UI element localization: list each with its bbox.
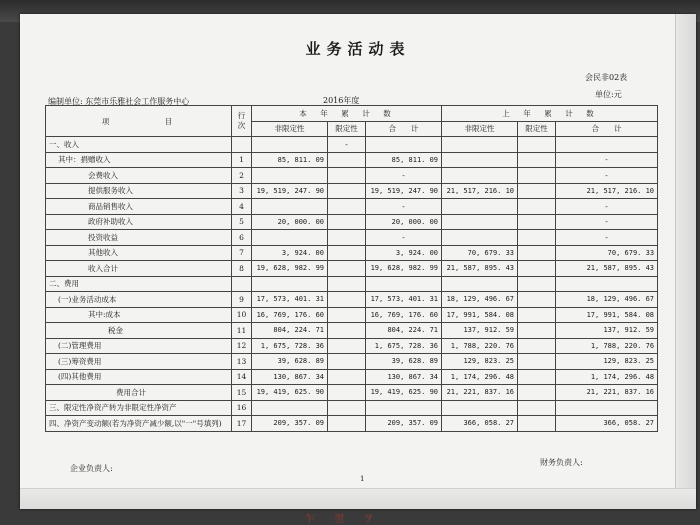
row-item-label: (三)筹资费用: [46, 354, 232, 370]
row-value-ly-t: 21, 587, 895. 43: [556, 261, 658, 277]
row-value-ly-r: [518, 369, 556, 385]
row-value-cur-t: -: [366, 168, 442, 184]
row-value-ly-u: [442, 199, 518, 215]
table-header-row: [46, 106, 658, 122]
row-value-ly-t: 1, 174, 296. 48: [556, 369, 658, 385]
header-ly-unrestricted: 非限定性: [442, 121, 518, 137]
row-line-number: [232, 276, 252, 292]
row-value-ly-t: -: [556, 230, 658, 246]
row-value-ly-t: 18, 129, 496. 67: [556, 292, 658, 308]
row-value-ly-t: 21, 221, 837. 16: [556, 385, 658, 401]
row-line-number: 12: [232, 338, 252, 354]
document-title: 业务活动表: [305, 40, 411, 58]
row-value-cur-u: 19, 519, 247. 90: [252, 183, 328, 199]
row-line-number: 13: [232, 354, 252, 370]
header-current-year: 本 年 累 计 数: [252, 106, 442, 122]
row-line-number: [232, 137, 252, 153]
row-value-cur-u: [252, 199, 328, 215]
row-value-cur-t: 19, 519, 247. 90: [366, 183, 442, 199]
row-value-ly-r: [518, 168, 556, 184]
header-cur-restricted: 限定性: [328, 121, 366, 137]
row-value-cur-t: 804, 224. 71: [366, 323, 442, 339]
row-value-ly-r: [518, 199, 556, 215]
row-value-ly-u: [442, 230, 518, 246]
table-row: [46, 292, 658, 308]
table-row: [46, 230, 658, 246]
row-value-ly-r: [518, 276, 556, 292]
row-value-cur-t: 3, 924. 00: [366, 245, 442, 261]
row-value-cur-t: 1, 675, 728. 36: [366, 338, 442, 354]
row-item-label: 四、净资产变动额(若为净资产减少额,以"一"号填列): [46, 416, 232, 432]
row-line-number: 9: [232, 292, 252, 308]
row-value-cur-r: [328, 230, 366, 246]
row-value-cur-t: 16, 769, 176. 60: [366, 307, 442, 323]
header-item: 项 目: [46, 106, 232, 137]
row-line-number: 2: [232, 168, 252, 184]
row-value-cur-t: 19, 419, 625. 90: [366, 385, 442, 401]
row-item-label: (一)业务活动成本: [46, 292, 232, 308]
row-item-label: 提供服务收入: [46, 183, 232, 199]
report-year: 2016年度: [323, 96, 360, 105]
row-value-cur-u: 20, 000. 00: [252, 214, 328, 230]
row-line-number: 17: [232, 416, 252, 432]
row-value-cur-u: 16, 769, 176. 60: [252, 307, 328, 323]
row-item-label: 二、费用: [46, 276, 232, 292]
row-value-cur-u: [252, 137, 328, 153]
row-item-label: 投资收益: [46, 230, 232, 246]
row-value-ly-r: [518, 261, 556, 277]
row-value-ly-r: [518, 338, 556, 354]
row-value-ly-r: [518, 323, 556, 339]
row-value-cur-t: -: [366, 199, 442, 215]
table-row: [46, 168, 658, 184]
row-value-ly-u: 18, 129, 496. 67: [442, 292, 518, 308]
row-value-cur-r: -: [328, 137, 366, 153]
row-value-ly-u: 129, 823. 25: [442, 354, 518, 370]
row-value-cur-u: 19, 419, 625. 90: [252, 385, 328, 401]
table-row: [46, 137, 658, 153]
row-value-cur-u: 19, 628, 982. 99: [252, 261, 328, 277]
finance-head-signature: 财务负责人:: [540, 458, 583, 467]
row-item-label: 一、收入: [46, 137, 232, 153]
row-value-cur-u: 85, 811. 09: [252, 152, 328, 168]
row-line-number: 10: [232, 307, 252, 323]
row-value-cur-r: [328, 354, 366, 370]
page-edge-bottom: [20, 488, 696, 509]
row-item-label: 其中:成本: [46, 307, 232, 323]
row-value-ly-r: [518, 354, 556, 370]
row-value-ly-r: [518, 307, 556, 323]
row-value-cur-t: 130, 867. 34: [366, 369, 442, 385]
row-value-ly-t: [556, 276, 658, 292]
table-row: [46, 338, 658, 354]
table-row: [46, 385, 658, 401]
table-row: [46, 323, 658, 339]
row-value-ly-u: [442, 400, 518, 416]
row-value-ly-t: 21, 517, 216. 10: [556, 183, 658, 199]
row-value-ly-r: [518, 385, 556, 401]
row-value-cur-u: 209, 357. 09: [252, 416, 328, 432]
row-value-ly-t: -: [556, 214, 658, 230]
row-value-cur-r: [328, 214, 366, 230]
row-value-ly-u: [442, 152, 518, 168]
row-value-ly-r: [518, 245, 556, 261]
table-row: [46, 261, 658, 277]
row-value-cur-r: [328, 199, 366, 215]
row-item-label: 其他收入: [46, 245, 232, 261]
document-sheet: [20, 14, 696, 525]
row-item-label: 会费收入: [46, 168, 232, 184]
row-value-cur-t: 39, 628. 89: [366, 354, 442, 370]
table-row: [46, 369, 658, 385]
row-value-ly-r: [518, 292, 556, 308]
row-value-ly-t: 70, 679. 33: [556, 245, 658, 261]
row-value-cur-t: [366, 276, 442, 292]
row-value-ly-t: 137, 912. 59: [556, 323, 658, 339]
row-value-cur-r: [328, 323, 366, 339]
header-cur-unrestricted: 非限定性: [252, 121, 328, 137]
row-value-cur-u: 1, 675, 728. 36: [252, 338, 328, 354]
row-value-ly-r: [518, 416, 556, 432]
row-value-cur-r: [328, 183, 366, 199]
red-stamp-mark: 乍 翌 ヲ: [305, 514, 382, 525]
row-value-ly-r: [518, 214, 556, 230]
row-value-ly-t: [556, 137, 658, 153]
row-value-ly-u: 17, 991, 584. 08: [442, 307, 518, 323]
row-value-ly-u: [442, 137, 518, 153]
header-last-year: 上 年 累 计 数: [442, 106, 658, 122]
page-edge: [675, 14, 696, 509]
row-value-cur-r: [328, 261, 366, 277]
row-value-cur-r: [328, 245, 366, 261]
row-value-cur-t: 19, 628, 982. 99: [366, 261, 442, 277]
row-value-ly-t: 17, 991, 584. 08: [556, 307, 658, 323]
row-line-number: 3: [232, 183, 252, 199]
header-cur-total: 合 计: [366, 121, 442, 137]
row-item-label: 其中：捐赠收入: [46, 152, 232, 168]
row-value-cur-t: -: [366, 230, 442, 246]
row-value-cur-t: 17, 573, 401. 31: [366, 292, 442, 308]
table-row: [46, 307, 658, 323]
row-line-number: 4: [232, 199, 252, 215]
row-item-label: 收入合计: [46, 261, 232, 277]
row-value-ly-u: 366, 058. 27: [442, 416, 518, 432]
table-row: [46, 400, 658, 416]
row-value-ly-u: 21, 221, 837. 16: [442, 385, 518, 401]
row-value-ly-u: 21, 587, 895. 43: [442, 261, 518, 277]
row-line-number: 16: [232, 400, 252, 416]
row-value-cur-u: 130, 867. 34: [252, 369, 328, 385]
row-value-cur-u: 17, 573, 401. 31: [252, 292, 328, 308]
row-value-cur-t: [366, 400, 442, 416]
row-value-ly-u: 70, 679. 33: [442, 245, 518, 261]
row-value-cur-r: [328, 400, 366, 416]
row-value-cur-r: [328, 152, 366, 168]
row-item-label: 三、限定性净资产转为非限定性净资产: [46, 400, 232, 416]
row-line-number: 11: [232, 323, 252, 339]
table-row: [46, 183, 658, 199]
row-value-ly-u: 1, 788, 220. 76: [442, 338, 518, 354]
enterprise-head-signature: 企业负责人:: [70, 464, 113, 473]
header-ly-restricted: 限定性: [518, 121, 556, 137]
row-value-cur-u: 39, 628. 89: [252, 354, 328, 370]
row-value-cur-r: [328, 416, 366, 432]
row-value-ly-u: 1, 174, 296. 48: [442, 369, 518, 385]
row-value-cur-t: 85, 811. 09: [366, 152, 442, 168]
table-row: [46, 354, 658, 370]
row-value-cur-t: 20, 000. 00: [366, 214, 442, 230]
header-ly-total: 合 计: [556, 121, 658, 137]
row-value-ly-u: [442, 214, 518, 230]
row-line-number: 14: [232, 369, 252, 385]
row-line-number: 5: [232, 214, 252, 230]
row-line-number: 7: [232, 245, 252, 261]
organization-name: 编制单位: 东莞市乐雅社会工作服务中心: [48, 97, 190, 106]
row-value-cur-r: [328, 385, 366, 401]
row-value-ly-t: -: [556, 152, 658, 168]
row-line-number: 8: [232, 261, 252, 277]
row-value-ly-u: [442, 276, 518, 292]
row-value-ly-t: -: [556, 168, 658, 184]
row-value-cur-u: [252, 400, 328, 416]
table-row: [46, 276, 658, 292]
row-value-ly-u: 21, 517, 216. 10: [442, 183, 518, 199]
row-item-label: 费用合计: [46, 385, 232, 401]
row-value-ly-r: [518, 183, 556, 199]
row-line-number: 1: [232, 152, 252, 168]
table-row: [46, 245, 658, 261]
activity-table: [45, 105, 658, 432]
row-value-cur-t: [366, 137, 442, 153]
row-value-ly-t: 366, 058. 27: [556, 416, 658, 432]
row-value-ly-r: [518, 230, 556, 246]
row-value-cur-u: 3, 924. 00: [252, 245, 328, 261]
row-value-cur-r: [328, 369, 366, 385]
row-item-label: (二)管理费用: [46, 338, 232, 354]
table-row: [46, 152, 658, 168]
row-value-cur-u: [252, 168, 328, 184]
row-value-ly-r: [518, 152, 556, 168]
row-value-ly-t: -: [556, 199, 658, 215]
row-value-cur-u: 804, 224. 71: [252, 323, 328, 339]
row-value-ly-u: 137, 912. 59: [442, 323, 518, 339]
row-value-cur-r: [328, 338, 366, 354]
row-item-label: 税金: [46, 323, 232, 339]
row-value-cur-r: [328, 168, 366, 184]
row-line-number: 6: [232, 230, 252, 246]
table-row: [46, 199, 658, 215]
row-value-cur-r: [328, 292, 366, 308]
row-value-ly-r: [518, 400, 556, 416]
row-value-cur-u: [252, 276, 328, 292]
table-row: [46, 214, 658, 230]
form-code: 会民非02表: [585, 73, 628, 82]
row-value-ly-t: [556, 400, 658, 416]
row-value-ly-r: [518, 137, 556, 153]
row-item-label: 商品销售收入: [46, 199, 232, 215]
row-value-cur-r: [328, 276, 366, 292]
header-line-no: 行次: [232, 106, 252, 137]
row-value-cur-t: 209, 357. 09: [366, 416, 442, 432]
row-value-cur-r: [328, 307, 366, 323]
row-value-cur-u: [252, 230, 328, 246]
row-item-label: 政府补助收入: [46, 214, 232, 230]
currency-unit: 单位:元: [595, 90, 622, 99]
row-value-ly-t: 129, 823. 25: [556, 354, 658, 370]
row-item-label: (四)其他费用: [46, 369, 232, 385]
row-value-ly-u: [442, 168, 518, 184]
table-row: [46, 416, 658, 432]
row-line-number: 15: [232, 385, 252, 401]
row-value-ly-t: 1, 788, 220. 76: [556, 338, 658, 354]
page-number: 1: [360, 475, 365, 483]
